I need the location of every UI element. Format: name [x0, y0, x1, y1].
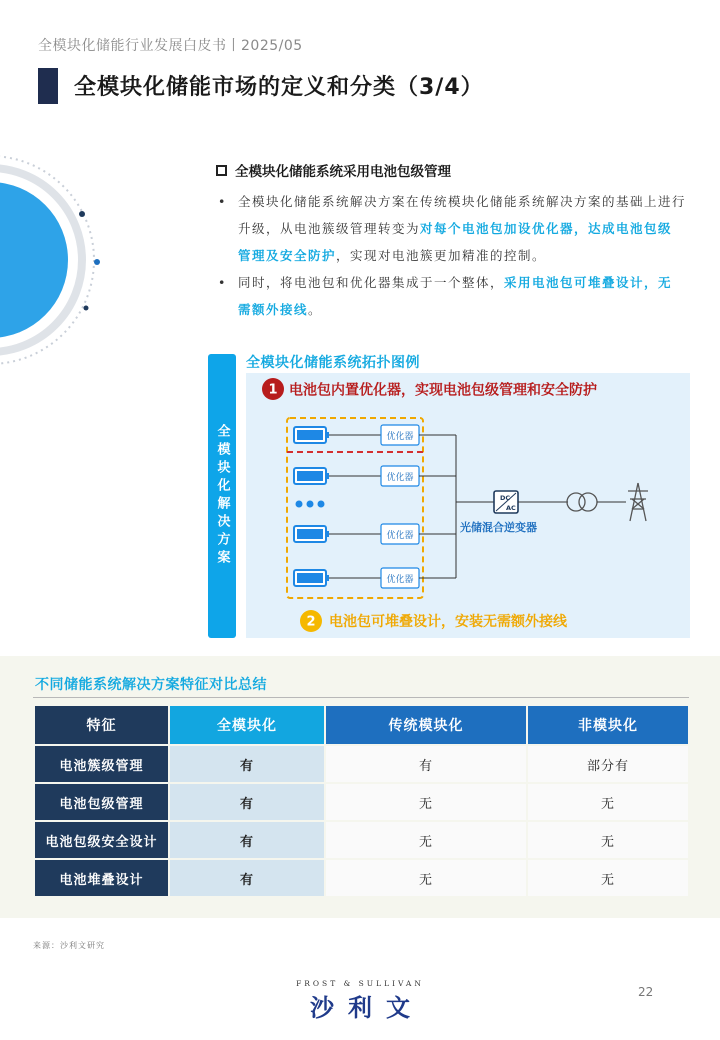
table-cell: 无	[326, 784, 526, 820]
table-row	[35, 860, 688, 896]
callout-1-number: 1	[268, 382, 278, 398]
table-row	[35, 784, 688, 820]
dc-ac-inverter-icon	[494, 491, 518, 513]
intro-bullet-2: • 同时，将电池包和优化器集成于一个整体，采用电池包可堆叠设计，无需额外接线。	[216, 269, 686, 323]
svg-text:优化器: 优化器	[386, 473, 414, 483]
transformer-icon	[567, 493, 597, 511]
column-header: 特征	[35, 706, 168, 744]
page-title: 全模块化储能市场的定义和分类（3/4）	[74, 75, 484, 100]
table-cell: 无	[326, 860, 526, 896]
table-cell: 有	[326, 746, 526, 782]
table-cell: 无	[326, 822, 526, 858]
battery-pack-row	[294, 524, 456, 544]
summary-title: 不同储能系统解决方案特征对比总结	[35, 677, 267, 693]
row-header: 电池包级安全设计	[35, 822, 168, 858]
svg-text:优化器: 优化器	[386, 432, 414, 442]
table-header-row	[35, 706, 688, 744]
battery-pack-row	[294, 425, 456, 445]
solution-side-label: 全模块化解决方案	[208, 354, 236, 638]
column-header: 传统模块化	[326, 706, 526, 744]
table-cell: 有	[170, 746, 324, 782]
table-cell: 有	[170, 860, 324, 896]
intro-section	[216, 160, 686, 323]
battery-pack-row	[294, 466, 456, 486]
document-header: 全模块化储能行业发展白皮书丨2025/05	[38, 38, 303, 54]
table-row	[35, 822, 688, 858]
table-cell: 有	[170, 784, 324, 820]
row-header: 电池堆叠设计	[35, 860, 168, 896]
table-cell: 无	[528, 822, 688, 858]
row-header: 电池包级管理	[35, 784, 168, 820]
battery-pack-row	[294, 568, 456, 588]
brand-logo-chinese: 沙利文	[310, 994, 424, 1022]
brand-name-english: FROST & SULLIVAN	[296, 979, 424, 988]
table-cell: 部分有	[528, 746, 688, 782]
topology-diagram	[246, 373, 690, 638]
power-tower-icon	[628, 483, 648, 521]
intro-bullet-1: • 全模块化储能系统解决方案在传统模块化储能系统解决方案的基础上进行升级，从电池簇级管理转变为对每个电池包加设优化器，达成电池包级管理及安全防护，实现对电池簇更加精准的控制。	[216, 188, 686, 269]
table-cell: 无	[528, 860, 688, 896]
svg-text:DC: DC	[500, 494, 511, 502]
row-header: 电池簇级管理	[35, 746, 168, 782]
callout-2	[300, 610, 568, 632]
column-header: 全模块化	[170, 706, 324, 744]
svg-text:AC: AC	[506, 504, 516, 512]
callout-2-text: 电池包可堆叠设计，安装无需额外接线	[329, 614, 567, 630]
column-header: 非模块化	[528, 706, 688, 744]
inverter-label: 光储混合逆变器	[460, 521, 537, 534]
checkbox-bullet-icon	[216, 165, 227, 176]
callout-1	[262, 378, 597, 400]
table-cell: 有	[170, 822, 324, 858]
diagram-title: 全模块化储能系统拓扑图例	[246, 355, 420, 371]
table-row	[35, 746, 688, 782]
comparison-table	[33, 704, 690, 898]
decorative-circle-graphic	[0, 150, 110, 370]
intro-heading: 全模块化储能系统采用电池包级管理	[216, 160, 686, 180]
source-note: 来源：沙利文研究	[33, 941, 105, 950]
ellipsis-dots	[296, 501, 325, 508]
table-cell: 无	[528, 784, 688, 820]
callout-2-number: 2	[306, 614, 316, 630]
callout-1-text: 电池包内置优化器，实现电池包级管理和安全防护	[289, 382, 597, 399]
title-accent-bar	[38, 68, 58, 104]
svg-text:优化器: 优化器	[386, 575, 414, 585]
page-number: 22	[638, 985, 654, 999]
svg-text:优化器: 优化器	[386, 531, 414, 541]
summary-divider	[33, 697, 689, 698]
